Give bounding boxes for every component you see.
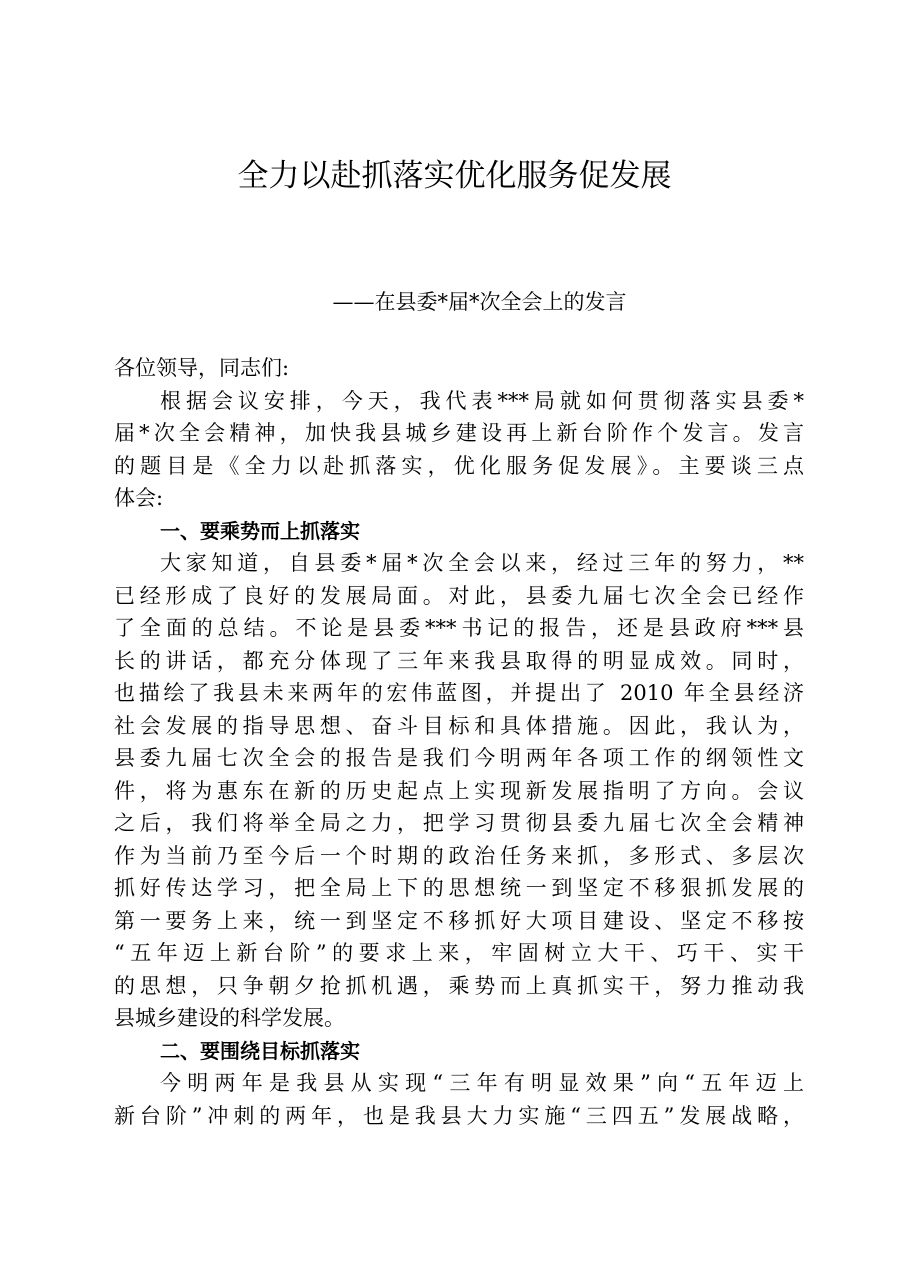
body-text-line: 件，将为惠东在新的历史起点上实现新发展指明了方向。会议	[114, 778, 804, 803]
body-text-line: 也描绘了我县未来两年的宏伟蓝图，并提出了 2010 年全县经济	[114, 681, 804, 705]
body-text-line: 体会:	[114, 486, 164, 510]
body-text-line: 了全面的总结。不论是县委***书记的报告，还是县政府***县	[114, 616, 804, 640]
section-heading: 一、要乘势而上抓落实	[160, 518, 360, 543]
body-text-line: 县城乡建设的科学发展。	[114, 1006, 345, 1030]
document-body	[114, 352, 804, 1132]
body-text-line: 新台阶”冲刺的两年，也是我县大力实施“三四五”发展战略，	[114, 1103, 804, 1128]
body-text-line: 届*次全会精神，加快我县城乡建设再上新台阶作个发言。发言	[114, 421, 804, 445]
document-subtitle: ——在县委*届*次全会上的发言	[332, 290, 627, 314]
document-title: 全力以赴抓落实优化服务促发展	[237, 158, 672, 194]
body-text-line: 社会发展的指导思想、奋斗目标和具体措施。因此，我认为，	[114, 713, 804, 738]
body-text-line: 今明两年是我县从实现“三年有明显效果”向“五年迈上	[160, 1071, 804, 1095]
body-text-line: 长的讲话，都充分体现了三年来我县取得的明显成效。同时，	[114, 648, 804, 673]
section-heading: 二、要围绕目标抓落实	[160, 1038, 360, 1063]
body-text-line: 各位领导，同志们:	[114, 356, 290, 380]
body-text-line: 县委九届七次全会的报告是我们今明两年各项工作的纲领性文	[114, 746, 804, 770]
body-text-line: 根据会议安排，今天，我代表***局就如何贯彻落实县委*	[160, 388, 804, 413]
body-text-line: 抓好传达学习，把全局上下的思想统一到坚定不移狠抓发展的	[114, 876, 804, 900]
body-text-line: “五年迈上新台阶”的要求上来，牢固树立大干、巧干、实干	[114, 941, 804, 965]
body-text-line: 作为当前乃至今后一个时期的政治任务来抓，多形式、多层次	[114, 843, 804, 868]
body-text-line: 已经形成了良好的发展局面。对此，县委九届七次全会已经作	[114, 583, 804, 608]
body-text-line: 的思想，只争朝夕抢抓机遇，乘势而上真抓实干，努力推动我	[114, 973, 804, 998]
body-text-line: 的题目是《全力以赴抓落实，优化服务促发展》。主要谈三点	[114, 453, 804, 478]
body-text-line: 第一要务上来，统一到坚定不移抓好大项目建设、坚定不移按	[114, 908, 804, 933]
body-text-line: 之后，我们将举全局之力，把学习贯彻县委九届七次全会精神	[114, 811, 804, 835]
body-text-line: 大家知道，自县委*届*次全会以来，经过三年的努力，**	[160, 551, 804, 575]
